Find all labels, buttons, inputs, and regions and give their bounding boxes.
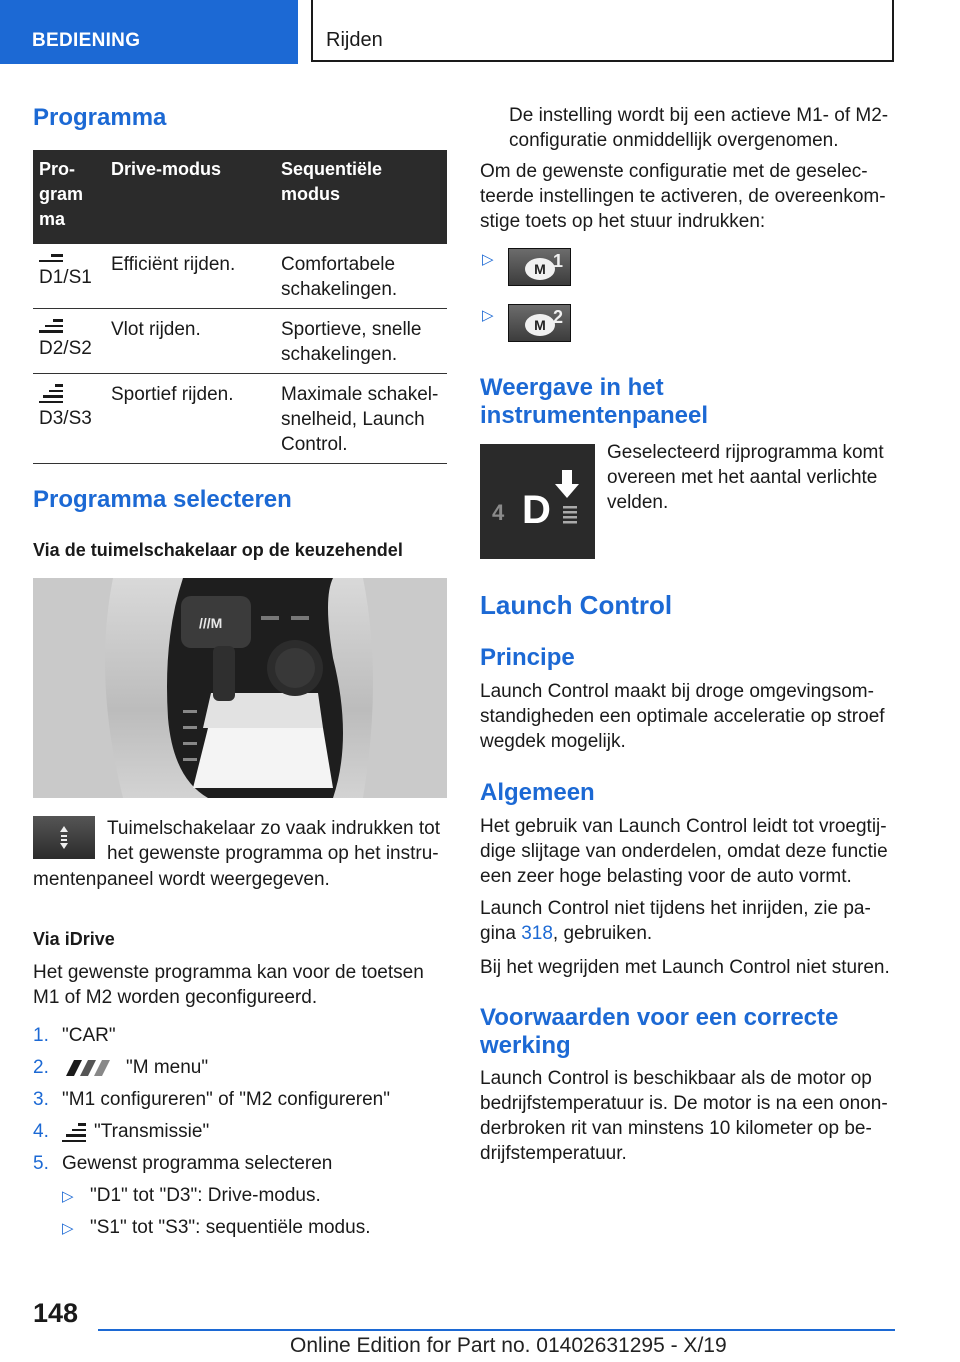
algemeen-text: Het gebruik van Launch Control leidt tot vroegtij-dige slijtage van onderdelen, omdat deze functie een zeer hoge belasting voor de auto vormt. [480,816,888,887]
footer-divider [98,1329,895,1331]
rocker-switch-icon [33,816,95,859]
heading-principe: Principe [480,644,575,671]
table-row [33,244,447,309]
intro-text: De instelling wordt bij een actieve M1- of M2-configuratie onmiddellijk overgenomen. [509,105,889,151]
drive-cell: Vlot rijden. [105,309,275,374]
weergave-text: Geselecteerd rijprogramma komt overeen met het aantal verlichte velden. [607,442,884,513]
step-number: 3. [33,1089,49,1110]
inrijden-text [480,896,896,946]
page-link-318[interactable]: 318 [521,923,553,944]
instrument-display-image [480,444,595,559]
sturen-text: Bij het wegrijden met Launch Control niet sturen. [480,957,890,978]
gear-2-icon [39,319,63,333]
chapter-title: Rijden [311,0,894,62]
substep-text: "D1" tot "D3": Drive-modus. [90,1185,321,1206]
step-number: 5. [33,1153,49,1174]
program-code: D2/S2 [39,337,92,359]
config-text: Om de gewenste configuratie met de geselec-teerde instellingen te activeren, de overeenkom-stige toets op het stuur indrukken: [480,161,886,232]
step-text: Gewenst programma selecteren [62,1153,333,1174]
sequential-cell: Maximale schakel-snelheid, Launch Control. [275,374,447,464]
heading-launch-control: Launch Control [480,590,673,620]
idrive-text: Het gewenste programma kan voor de toetsen M1 of M2 worden geconfigureerd. [33,962,424,1008]
display-gear-number: 4 [492,500,505,525]
down-arrow-icon [480,444,595,559]
m2-label: M [525,314,555,336]
transmission-icon [62,1123,86,1145]
inrijden-text-a: Launch Control niet tijdens het inrijden, zie pa-gina [480,898,871,944]
heading-weergave: Weergave in het instrumentenpaneel [480,374,709,429]
edition-text: Online Edition for Part no. 01402631295 - X/19 [290,1334,727,1357]
table-header-row [33,150,447,244]
substep-text: "S1" tot "S3": sequentiële modus. [90,1217,371,1238]
col-header-program: Pro- gram ma [33,150,105,244]
m2-superscript: 2 [553,307,564,327]
bullet-triangle-icon: ▷ [482,307,494,324]
section-tab: BEDIENING [0,0,298,64]
gear-selector-photo [33,578,447,798]
subheading-idrive: Via iDrive [33,929,115,949]
bullet-triangle-icon: ▷ [62,1188,74,1205]
table-row [33,309,447,374]
step-number: 2. [33,1057,49,1078]
step-text: "M menu" [126,1057,209,1078]
heading-voorwaarden: Voorwaarden voor een correcte werking [480,1004,839,1059]
display-mode-letter: D [522,488,551,532]
program-table [33,150,447,464]
subheading-tuimelschakelaar: Via de tuimelschakelaar op de keuzehendel [33,540,403,560]
rocker-text-line-3: mentenpaneel wordt weergegeven. [33,869,330,890]
sequential-cell: Comfortabele schakelingen. [275,244,447,309]
m1-superscript: 1 [553,251,564,271]
m2-button-icon [508,304,571,342]
inrijden-text-b: , gebruiken. [552,923,653,944]
heading-programma-selecteren: Programma selecteren [33,486,292,513]
step-text: "CAR" [62,1025,116,1046]
col-header-sequential: Sequentiële modus [275,150,447,244]
step-text: "M1 configureren" of "M2 configureren" [62,1089,390,1110]
page-number: 148 [33,1298,79,1328]
heading-algemeen: Algemeen [480,779,595,806]
rocker-text-line-1: Tuimelschakelaar zo vaak indrukken tot [107,818,441,839]
drive-cell: Efficiënt rijden. [105,244,275,309]
step-number: 1. [33,1025,49,1046]
gear-3-icon [39,384,63,403]
rocker-text-line-2: het gewenste programma op het instru- [107,843,439,864]
step-number: 4. [33,1121,49,1142]
m-menu-icon [62,1058,116,1083]
gear-1-icon [39,254,63,262]
program-code: D1/S1 [39,267,92,288]
table-row [33,374,447,464]
bullet-triangle-icon: ▷ [482,251,494,268]
m1-label: M [525,258,555,280]
gear-selector-illustration [33,578,447,798]
heading-programma: Programma [33,104,167,131]
svg-text:///M: ///M [199,615,223,631]
voorwaarden-text: Launch Control is beschikbaar als de motor op bedrijfstemperatuur is. De motor is na een onon-derbroken rit van minstens 10 kilometer op be-drijfstemperatuur. [480,1068,888,1164]
col-header-drive: Drive-modus [105,150,275,244]
sequential-cell: Sportieve, snelle schakelingen. [275,309,447,374]
principe-text: Launch Control maakt bij droge omgevingsom-standigheden een optimale acceleratie op stroef wegdek mogelijk. [480,681,885,752]
m1-button-icon [508,248,571,286]
bullet-triangle-icon: ▷ [62,1220,74,1237]
drive-cell: Sportief rijden. [105,374,275,464]
step-text: "Transmissie" [94,1121,210,1142]
program-code: D3/S3 [39,408,92,429]
